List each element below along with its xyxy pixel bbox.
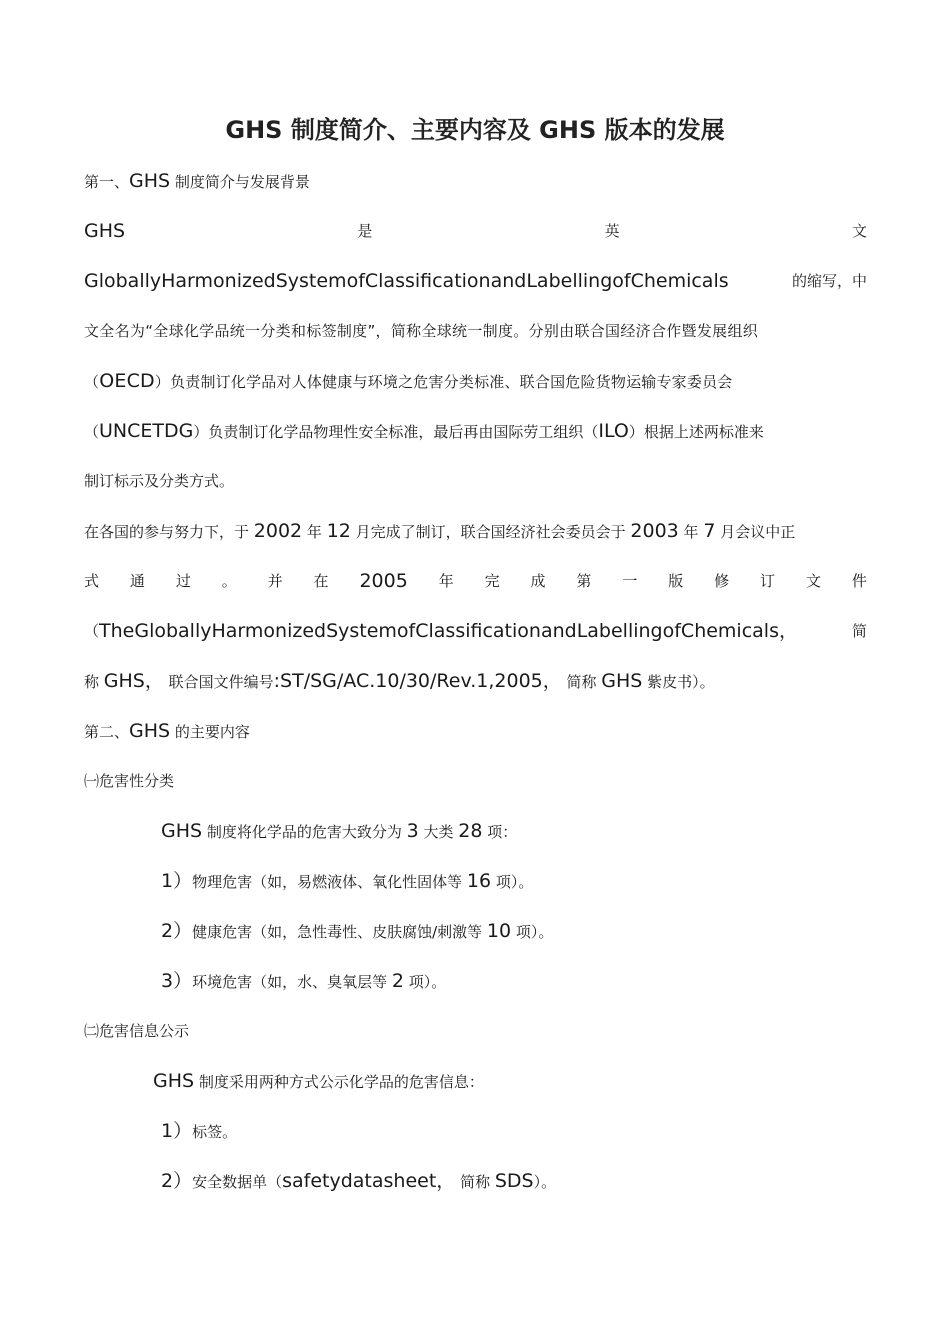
text: :ST/SG/AC.10/30/Rev.1,2005， [273,670,562,692]
text: 第一、 [84,173,130,191]
text: 年 [302,523,327,541]
text: 项： [482,823,518,841]
text: 简称 [561,673,602,691]
subsection-1-heading: ㈠危害性分类 [84,772,175,790]
text: 12 [326,520,351,542]
word: 是 [357,222,373,240]
text: 的主要内容 [170,723,250,741]
paragraph-2-line-2 [84,566,867,596]
list-item [161,916,553,947]
word: 。 [221,572,237,590]
text: 月会议中正 [715,523,796,541]
word: 文 [851,222,867,240]
text: 安全数据单（ [192,1173,283,1191]
subsection-2-heading: ㈡危害信息公示 [84,1022,190,1040]
word: 完 [484,572,500,590]
section-1-heading [84,166,310,197]
text: 制度将化学品的危害大致分为 [202,823,407,841]
text: 3 [406,820,419,842]
list-item [161,866,533,897]
text: ）。 [533,1173,557,1191]
text: ）根据上述两标准来 [628,423,764,441]
word: 英 [604,222,620,240]
text: 环境危害（如，水、臭氧层等 [192,973,392,991]
section-2-heading [84,716,250,747]
word: 并 [267,572,283,590]
paragraph-1-line-1 [84,216,867,246]
text: GHS [153,1070,195,1092]
word: 通 [129,572,145,590]
list-number: 2） [161,1170,193,1192]
word: 式 [84,572,100,590]
word: 修 [714,572,730,590]
word: 第 [576,572,592,590]
text: （ [84,622,100,640]
paragraph-1-line-2 [84,266,867,296]
text: 在各国的参与努力下，于 [84,523,254,541]
text: TheGloballyHarmonizedSystemofClassificationandLabellingofChemicals， [99,620,798,642]
text: 7 [703,520,716,542]
word: 2005 [359,570,408,592]
text: ILO [598,420,629,442]
text: 标签。 [192,1123,238,1141]
paragraph-2-line-1 [84,516,795,547]
list-number: 2） [161,920,193,942]
text: 简 [851,622,867,640]
list-number: 1） [161,870,193,892]
text: 项）。 [403,973,447,991]
text: 简称 [455,1173,495,1191]
text: 联合国文件编号 [163,673,274,691]
word: 一 [622,572,638,590]
paragraph-1-line-4 [84,366,732,397]
text: 月完成了制订，联合国经济社会委员会于 [350,523,631,541]
text: （ [84,423,100,441]
word: 版 [668,572,684,590]
text: GloballyHarmonizedSystemofClassificationandLabellingofChemicals [84,270,729,292]
text: ）负责制订化学品对人体健康与环境之危害分类标准、联合国危险货物运输专家委员会 [154,373,733,391]
text: 2003 [630,520,679,542]
text: 制度简介与发展背景 [170,173,310,191]
text: safetydatasheet， [282,1170,456,1192]
text: 2 [391,970,404,992]
text: 大类 [418,823,459,841]
text: 16 [466,870,492,892]
text: SDS [494,1170,534,1192]
subsection-2-intro [153,1066,484,1097]
list-number: 3） [161,970,193,992]
text: 的缩写，中 [791,272,867,290]
word: 文 [805,572,821,590]
paragraph-2-line-3 [84,616,867,646]
text: 制度采用两种方式公示化学品的危害信息： [194,1073,484,1091]
text: 年 [678,523,704,541]
paragraph-1-line-6: 制订标示及分类方式。 [84,472,235,490]
word: 件 [851,572,867,590]
text: GHS， [103,670,164,692]
word: 订 [760,572,776,590]
text: 紫皮书）。 [642,673,715,691]
paragraph-1-line-5 [84,416,764,447]
text: 称 [84,673,104,691]
text: OECD [99,370,155,392]
text: UNCETDG [99,420,194,442]
word: 成 [530,572,546,590]
text: GHS [129,720,171,742]
word: 过 [175,572,191,590]
list-item [161,966,446,997]
text: GHS [161,820,203,842]
subsection-1-intro [161,816,517,847]
list-item [161,1166,556,1197]
list-number: 1） [161,1120,193,1142]
word: 年 [438,572,454,590]
paragraph-1-line-3: 文全名为“全球化学品统一分类和标签制度”，简称全球统一制度。分别由联合国经济合作暨发展组织 [84,322,759,340]
text: ）负责制订化学品物理性安全标准，最后再由国际劳工组织（ [193,423,599,441]
text: 28 [458,820,483,842]
document-title: GHS 制度简介、主要内容及 GHS 版本的发展 [225,116,725,144]
paragraph-2-line-4 [84,666,715,697]
text: 第二、 [84,723,130,741]
text: 2002 [253,520,303,542]
text: 项）。 [491,873,534,891]
text: GHS [601,670,643,692]
text: （ [84,373,100,391]
text: 10 [486,920,512,942]
word: GHS [84,220,126,242]
list-item [161,1116,237,1147]
word: 在 [313,572,329,590]
text: GHS [129,170,171,192]
text: 物理危害（如，易燃液体、氧化性固体等 [192,873,467,891]
text: 健康危害（如，急性毒性、皮肤腐蚀/刺激等 [192,923,487,941]
text: 项）。 [511,923,554,941]
